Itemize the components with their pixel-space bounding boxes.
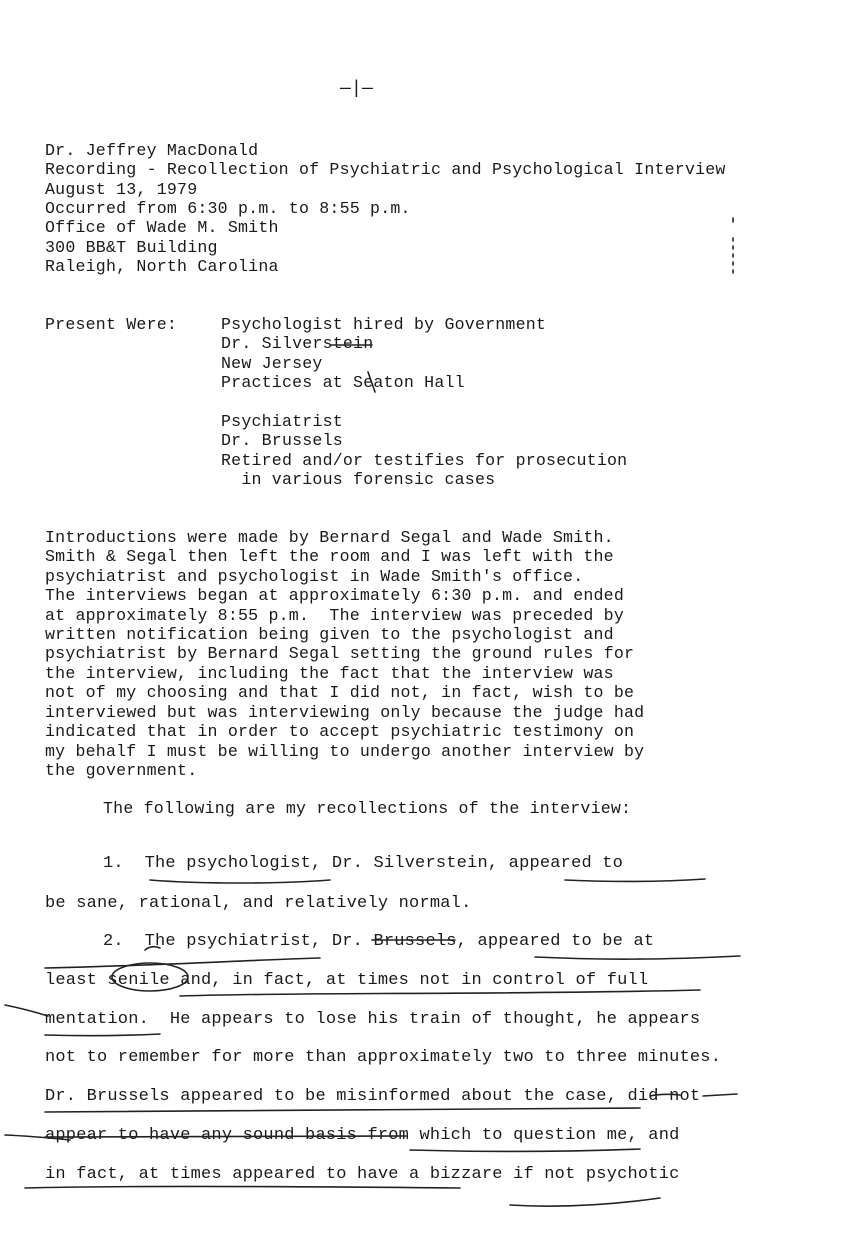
header-time: Occurred from 6:30 p.m. to 8:55 p.m.	[45, 199, 411, 218]
paragraph-line: interviewed but was interviewing only because the judge had	[45, 703, 645, 722]
item-line: not to remember for more than approximately two to three minutes.	[45, 1048, 722, 1067]
item-line: 1. The psychologist, Dr. Silverstein, appeared to	[103, 854, 624, 873]
paragraph-line: not of my choosing and that I did not, in fact, wish to be	[45, 683, 635, 702]
strike-mark	[703, 1094, 737, 1096]
underline-mark	[45, 958, 320, 968]
underline-mark	[180, 990, 700, 996]
paragraph-line: written notification being given to the psychologist and	[45, 625, 614, 644]
present-line: Dr. Brussels	[221, 431, 343, 450]
item-line: 2. The psychiatrist, Dr. Brussels, appeared to be at	[103, 932, 655, 951]
underline-mark	[45, 1108, 640, 1112]
present-line: New Jersey	[221, 354, 323, 373]
header-date: August 13, 1979	[45, 180, 198, 199]
present-line: Psychiatrist	[221, 412, 343, 431]
item-line: mentation. He appears to lose his train of thought, he appears	[45, 1010, 701, 1029]
recollections-heading: The following are my recollections of the interview:	[103, 799, 632, 818]
paragraph-line: indicated that in order to accept psychiatric testimony on	[45, 722, 635, 741]
header-name: Dr. Jeffrey MacDonald	[45, 141, 259, 160]
present-line: Dr. Silverstein	[221, 334, 374, 353]
item-line: appear to have any sound basis from which to question me, and	[45, 1126, 680, 1145]
paragraph-line: the government.	[45, 761, 198, 780]
paragraph-line: psychiatrist by Bernard Segal setting the ground rules for	[45, 644, 635, 663]
underline-mark	[510, 1198, 660, 1206]
header-city: Raleigh, North Carolina	[45, 257, 279, 276]
item-line: in fact, at times appeared to have a bizzare if not psychotic	[45, 1165, 680, 1184]
paragraph-line: The interviews began at approximately 6:30 p.m. and ended	[45, 586, 624, 605]
present-line: Retired and/or testifies for prosecution	[221, 451, 628, 470]
margin-mark	[5, 1005, 48, 1016]
paragraph-line: the interview, including the fact that the interview was	[45, 664, 614, 683]
underline-mark	[25, 1187, 460, 1189]
underline-mark	[535, 956, 740, 959]
header-title: Recording - Recollection of Psychiatric and Psychological Interview	[45, 160, 726, 179]
underline-mark	[565, 879, 705, 881]
paragraph-line: Smith & Segal then left the room and I was left with the	[45, 547, 614, 566]
paragraph-line: my behalf I must be willing to undergo another interview by	[45, 742, 645, 761]
paragraph-line: psychiatrist and psychologist in Wade Smith's office.	[45, 567, 584, 586]
paragraph-line: Introductions were made by Bernard Segal and Wade Smith.	[45, 528, 614, 547]
present-line: Psychologist hired by Government	[221, 315, 547, 334]
header-office: Office of Wade M. Smith	[45, 218, 279, 237]
underline-mark	[45, 1034, 160, 1036]
paragraph-line: at approximately 8:55 p.m. The interview was preceded by	[45, 606, 624, 625]
present-line: Practices at Seaton Hall	[221, 373, 465, 392]
header-building: 300 BB&T Building	[45, 238, 218, 257]
item-line: least senile and, in fact, at times not in control of full	[45, 971, 649, 990]
underline-mark	[410, 1149, 640, 1151]
page-number: —|—	[340, 79, 374, 99]
present-line: in various forensic cases	[221, 470, 496, 489]
item-line: Dr. Brussels appeared to be misinformed about the case, did not	[45, 1087, 701, 1106]
item-line: be sane, rational, and relatively normal.	[45, 894, 472, 913]
present-label: Present Were:	[45, 315, 178, 334]
underline-mark	[150, 880, 330, 883]
